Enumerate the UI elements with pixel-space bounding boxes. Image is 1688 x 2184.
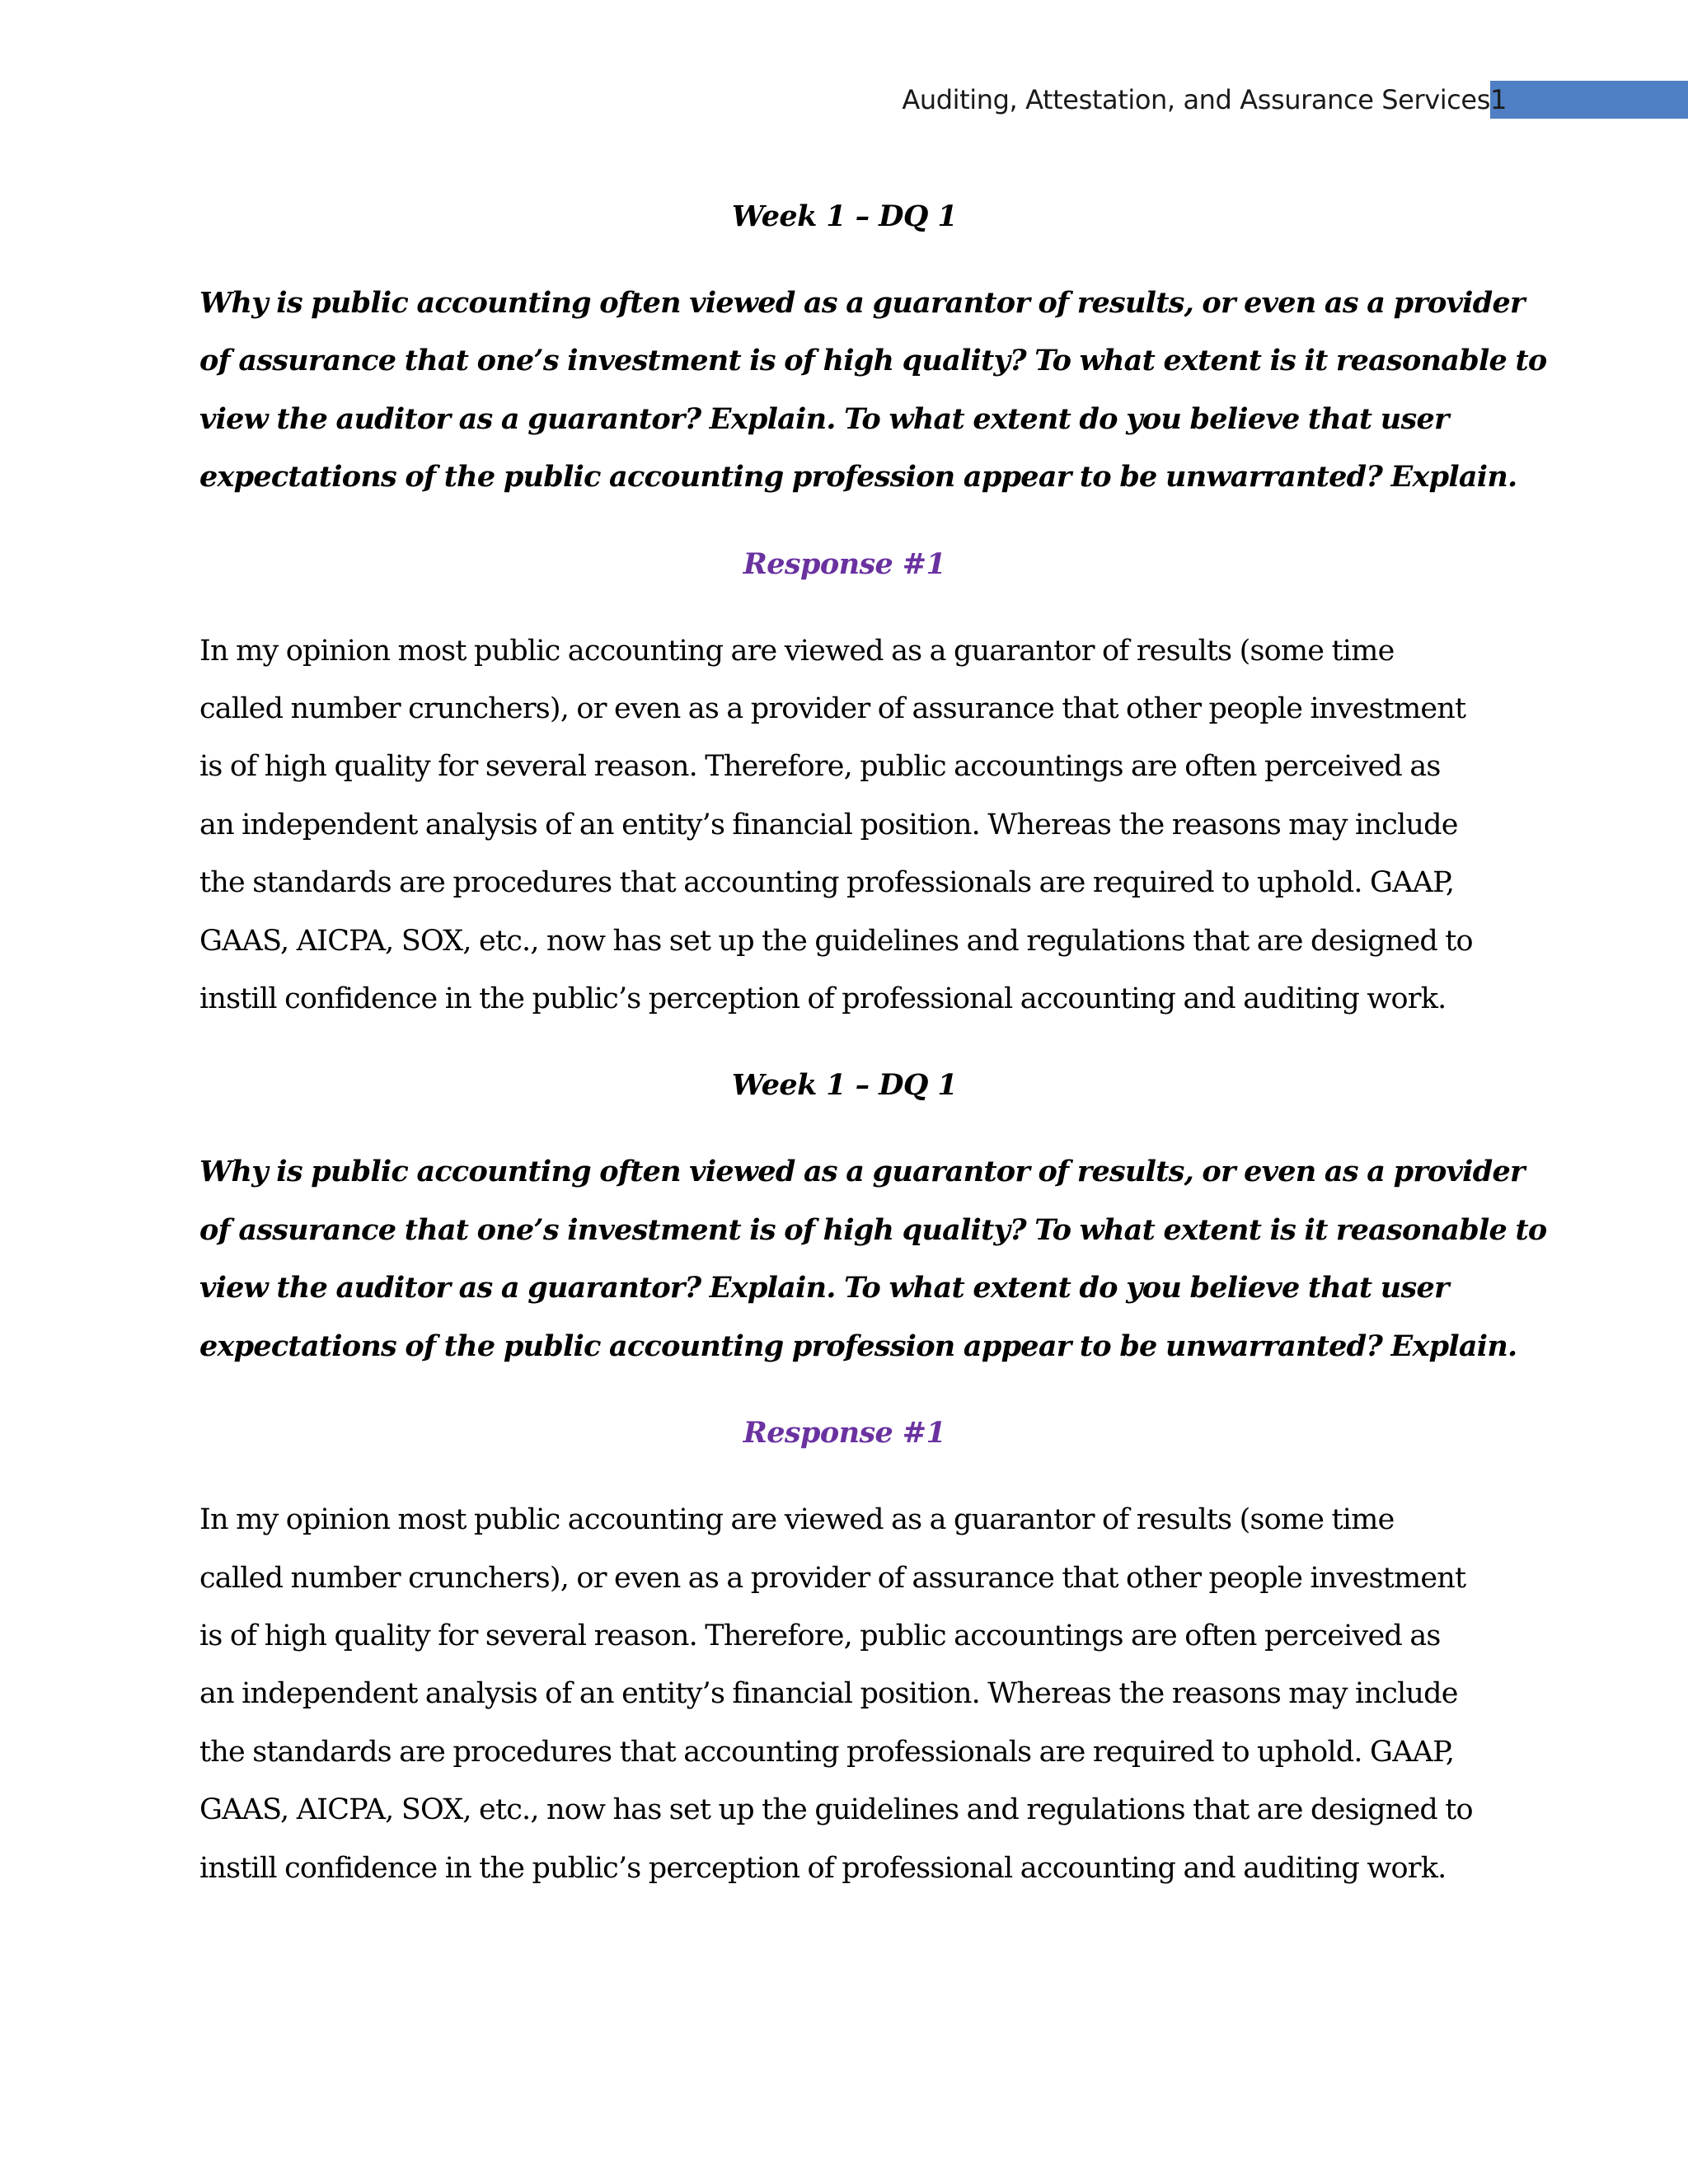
discussion-section <box>199 188 1547 1028</box>
question-line: Why is public accounting often viewed as a guarantor of results, or even as a provider <box>199 286 1525 320</box>
question-line: expectations of the public accounting profession appear to be unwarranted? Explain. <box>199 1329 1517 1363</box>
question-line: view the auditor as a guarantor? Explain. To what extent do you believe that user <box>199 1271 1449 1305</box>
answer-line: the standards are procedures that accounting professionals are required to uphold. GAAP, <box>199 1735 1455 1769</box>
answer-line: In my opinion most public accounting are viewed as a guarantor of results (some time <box>199 1503 1395 1537</box>
response-title: Response #1 <box>743 546 946 581</box>
response-body <box>199 1491 1489 1897</box>
discussion-question <box>199 1143 1547 1376</box>
question-line: of assurance that one’s investment is of high quality? To what extent is it reasonable to <box>199 344 1547 378</box>
answer-line: In my opinion most public accounting are viewed as a guarantor of results (some time <box>199 634 1395 668</box>
answer-line: is of high quality for several reason. Therefore, public accountings are often perceived as <box>199 750 1441 784</box>
answer-line: GAAS, AICPA, SOX, etc., now has set up the guidelines and regulations that are designed to <box>199 1793 1473 1827</box>
discussion-section <box>199 1057 1547 1896</box>
question-line: expectations of the public accounting profession appear to be unwarranted? Explain. <box>199 460 1517 494</box>
page-number: 1 <box>1490 84 1507 115</box>
answer-line: called number crunchers), or even as a provider of assurance that other people investment <box>199 692 1466 726</box>
answer-line: GAAS, AICPA, SOX, etc., now has set up the guidelines and regulations that are designed to <box>199 924 1473 958</box>
page-header <box>902 81 1688 119</box>
page-number-box <box>1490 81 1688 119</box>
answer-line: called number crunchers), or even as a provider of assurance that other people investment <box>199 1561 1466 1595</box>
answer-line: an independent analysis of an entity’s financial position. Whereas the reasons may include <box>199 808 1458 841</box>
discussion-question <box>199 274 1547 507</box>
response-body <box>199 622 1489 1029</box>
section-heading: Week 1 – DQ 1 <box>731 1068 958 1103</box>
question-line: view the auditor as a guarantor? Explain. To what extent do you believe that user <box>199 401 1449 436</box>
section-heading: Week 1 – DQ 1 <box>731 199 958 233</box>
answer-line: the standards are procedures that accounting professionals are required to uphold. GAAP, <box>199 866 1455 900</box>
answer-line: an independent analysis of an entity’s financial position. Whereas the reasons may include <box>199 1677 1458 1711</box>
document-body <box>199 188 1547 1926</box>
response-title: Response #1 <box>743 1416 946 1451</box>
answer-line: is of high quality for several reason. Therefore, public accountings are often perceived as <box>199 1619 1441 1652</box>
question-line: of assurance that one’s investment is of high quality? To what extent is it reasonable to <box>199 1212 1547 1247</box>
answer-line: instill confidence in the public’s perception of professional accounting and auditing work. <box>199 982 1447 1016</box>
running-title: Auditing, Attestation, and Assurance Services <box>902 84 1490 115</box>
question-line: Why is public accounting often viewed as a guarantor of results, or even as a provider <box>199 1155 1525 1189</box>
answer-line: instill confidence in the public’s perception of professional accounting and auditing work. <box>199 1851 1447 1885</box>
